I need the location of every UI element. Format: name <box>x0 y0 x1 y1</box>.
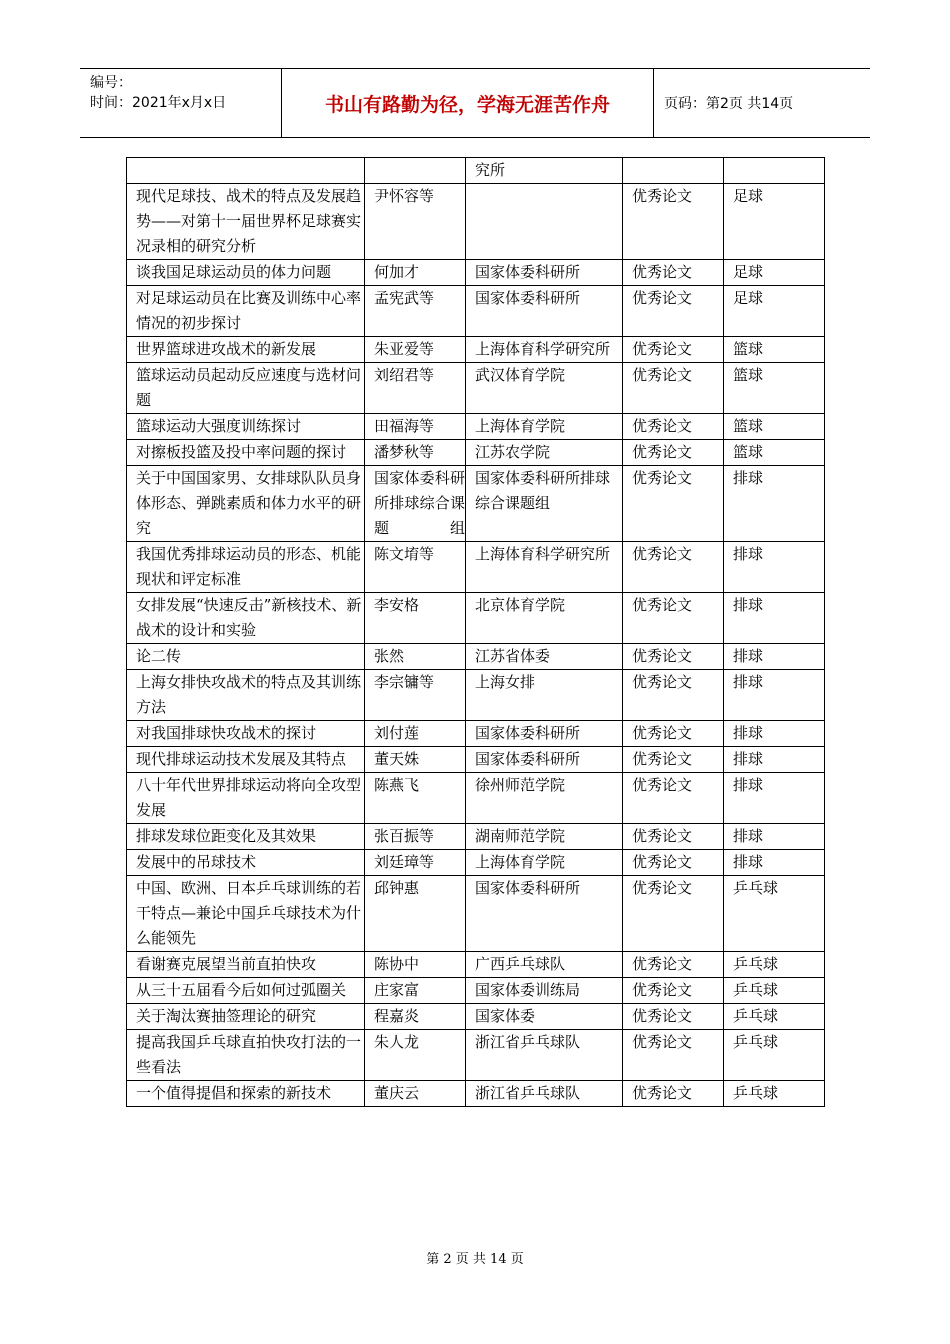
paper-title-cell: 八十年代世界排球运动将向全攻型发展 <box>127 773 365 824</box>
number-label: 编号： <box>90 75 132 91</box>
sport-cell: 排球 <box>724 466 825 542</box>
author-cell: 陈协中 <box>365 952 466 978</box>
institution-cell: 广西乒乓球队 <box>466 952 623 978</box>
award-cell: 优秀论文 <box>623 414 724 440</box>
table-row <box>127 1004 825 1030</box>
paper-title-cell: 看谢赛克展望当前直拍快攻 <box>127 952 365 978</box>
sport-cell: 足球 <box>724 260 825 286</box>
author-cell <box>365 158 466 184</box>
author-cell: 刘廷璋等 <box>365 850 466 876</box>
author-cell: 刘绍君等 <box>365 363 466 414</box>
table-row <box>127 363 825 414</box>
institution-cell: 徐州师范学院 <box>466 773 623 824</box>
page-footer: 第 2 页 共 14 页 <box>426 1252 524 1267</box>
institution-cell: 国家体委科研所 <box>466 260 623 286</box>
institution-cell: 国家体委训练局 <box>466 978 623 1004</box>
table-row <box>127 1081 825 1107</box>
paper-title-cell: 上海女排快攻战术的特点及其训练方法 <box>127 670 365 721</box>
award-cell: 优秀论文 <box>623 644 724 670</box>
table-row <box>127 978 825 1004</box>
author-cell: 尹怀容等 <box>365 184 466 260</box>
award-cell: 优秀论文 <box>623 1030 724 1081</box>
paper-title-cell: 关于中国国家男、女排球队队员身体形态、弹跳素质和体力水平的研究 <box>127 466 365 542</box>
author-cell: 潘梦秋等 <box>365 440 466 466</box>
paper-title-cell: 世界篮球进攻战术的新发展 <box>127 337 365 363</box>
award-cell: 优秀论文 <box>623 363 724 414</box>
award-cell: 优秀论文 <box>623 1081 724 1107</box>
paper-title-cell: 对足球运动员在比赛及训练中心率情况的初步探讨 <box>127 286 365 337</box>
paper-title-cell: 排球发球位距变化及其效果 <box>127 824 365 850</box>
sport-cell: 篮球 <box>724 337 825 363</box>
sport-cell: 乒乓球 <box>724 1081 825 1107</box>
author-cell: 程嘉炎 <box>365 1004 466 1030</box>
author-cell: 朱亚爱等 <box>365 337 466 363</box>
table-row <box>127 721 825 747</box>
institution-cell: 国家体委科研所 <box>466 721 623 747</box>
author-cell: 李宗镛等 <box>365 670 466 721</box>
institution-cell: 浙江省乒乓球队 <box>466 1030 623 1081</box>
paper-title-cell: 谈我国足球运动员的体力问题 <box>127 260 365 286</box>
table-row <box>127 593 825 644</box>
sport-cell: 篮球 <box>724 440 825 466</box>
sport-cell: 排球 <box>724 824 825 850</box>
sport-cell: 篮球 <box>724 414 825 440</box>
author-cell: 邱钟惠 <box>365 876 466 952</box>
award-cell: 优秀论文 <box>623 466 724 542</box>
award-cell: 优秀论文 <box>623 337 724 363</box>
institution-cell: 上海体育科学研究所 <box>466 337 623 363</box>
sport-cell <box>724 158 825 184</box>
table-row <box>127 466 825 542</box>
papers-table-body <box>127 158 825 1107</box>
table-row <box>127 644 825 670</box>
sport-cell: 排球 <box>724 773 825 824</box>
award-cell: 优秀论文 <box>623 952 724 978</box>
table-row <box>127 286 825 337</box>
award-cell <box>623 158 724 184</box>
author-cell: 田福海等 <box>365 414 466 440</box>
author-cell: 朱人龙 <box>365 1030 466 1081</box>
author-cell: 何加才 <box>365 260 466 286</box>
award-cell: 优秀论文 <box>623 260 724 286</box>
sport-cell: 排球 <box>724 542 825 593</box>
institution-cell: 上海体育学院 <box>466 850 623 876</box>
award-cell: 优秀论文 <box>623 440 724 466</box>
institution-cell: 国家体委科研所 <box>466 286 623 337</box>
sport-cell: 乒乓球 <box>724 952 825 978</box>
table-row <box>127 747 825 773</box>
paper-title-cell: 发展中的吊球技术 <box>127 850 365 876</box>
paper-title-cell: 一个值得提倡和探索的新技术 <box>127 1081 365 1107</box>
table-row <box>127 414 825 440</box>
table-row <box>127 952 825 978</box>
sport-cell: 排球 <box>724 670 825 721</box>
sport-cell: 足球 <box>724 286 825 337</box>
paper-title-cell: 从三十五届看今后如何过弧圈关 <box>127 978 365 1004</box>
date-line: 时间：2021年x月x日 <box>90 95 227 111</box>
table-row <box>127 773 825 824</box>
paper-title-cell: 女排发展“快速反击”新核技术、新战术的设计和实验 <box>127 593 365 644</box>
table-row <box>127 824 825 850</box>
paper-title-cell: 现代足球技、战术的特点及发展趋势——对第十一届世界杯足球赛实况录相的研究分析 <box>127 184 365 260</box>
table-row <box>127 158 825 184</box>
author-cell: 董庆云 <box>365 1081 466 1107</box>
table-row <box>127 260 825 286</box>
award-cell: 优秀论文 <box>623 286 724 337</box>
paper-title-cell: 中国、欧洲、日本乒乓球训练的若干特点—兼论中国乒乓球技术为什么能领先 <box>127 876 365 952</box>
institution-cell: 武汉体育学院 <box>466 363 623 414</box>
institution-cell <box>466 184 623 260</box>
institution-cell: 上海体育学院 <box>466 414 623 440</box>
sport-cell: 乒乓球 <box>724 1004 825 1030</box>
author-cell: 陈燕飞 <box>365 773 466 824</box>
author-cell: 张百振等 <box>365 824 466 850</box>
paper-title-cell: 篮球运动员起动反应速度与选材问题 <box>127 363 365 414</box>
award-cell: 优秀论文 <box>623 542 724 593</box>
paper-title-cell: 提高我国乒乓球直拍快攻打法的一些看法 <box>127 1030 365 1081</box>
author-cell: 董天姝 <box>365 747 466 773</box>
sport-cell: 排球 <box>724 721 825 747</box>
institution-cell: 江苏省体委 <box>466 644 623 670</box>
table-row <box>127 670 825 721</box>
award-cell: 优秀论文 <box>623 593 724 644</box>
institution-cell: 北京体育学院 <box>466 593 623 644</box>
sport-cell: 篮球 <box>724 363 825 414</box>
paper-title-cell: 我国优秀排球运动员的形态、机能现状和评定标准 <box>127 542 365 593</box>
sport-cell: 排球 <box>724 850 825 876</box>
sport-cell: 排球 <box>724 747 825 773</box>
sport-cell: 乒乓球 <box>724 1030 825 1081</box>
award-cell: 优秀论文 <box>623 876 724 952</box>
award-cell: 优秀论文 <box>623 747 724 773</box>
author-cell: 李安格 <box>365 593 466 644</box>
award-cell: 优秀论文 <box>623 773 724 824</box>
author-cell: 刘付莲 <box>365 721 466 747</box>
institution-cell: 上海女排 <box>466 670 623 721</box>
papers-table <box>126 157 825 1107</box>
table-row <box>127 850 825 876</box>
award-cell: 优秀论文 <box>623 824 724 850</box>
award-cell: 优秀论文 <box>623 184 724 260</box>
table-row <box>127 184 825 260</box>
paper-title-cell: 对擦板投篮及投中率问题的探讨 <box>127 440 365 466</box>
sport-cell: 排球 <box>724 644 825 670</box>
paper-title-cell: 关于淘汰赛抽签理论的研究 <box>127 1004 365 1030</box>
author-cell: 孟宪武等 <box>365 286 466 337</box>
institution-cell: 上海体育科学研究所 <box>466 542 623 593</box>
institution-cell: 浙江省乒乓球队 <box>466 1081 623 1107</box>
author-cell: 张然 <box>365 644 466 670</box>
award-cell: 优秀论文 <box>623 850 724 876</box>
award-cell: 优秀论文 <box>623 721 724 747</box>
table-row <box>127 337 825 363</box>
author-cell: 国家体委科研所排球综合课题组 <box>365 466 466 542</box>
award-cell: 优秀论文 <box>623 670 724 721</box>
award-cell: 优秀论文 <box>623 1004 724 1030</box>
sport-cell: 足球 <box>724 184 825 260</box>
header-motto: 书山有路勤为径，学海无涯苦作舟 <box>282 69 654 137</box>
table-row <box>127 876 825 952</box>
author-cell: 陈文堉等 <box>365 542 466 593</box>
page-header <box>80 68 870 138</box>
institution-cell: 国家体委科研所 <box>466 876 623 952</box>
header-meta <box>80 69 282 137</box>
table-row <box>127 1030 825 1081</box>
institution-cell: 国家体委 <box>466 1004 623 1030</box>
institution-cell: 究所 <box>466 158 623 184</box>
table-row <box>127 440 825 466</box>
paper-title-cell: 对我国排球快攻战术的探讨 <box>127 721 365 747</box>
paper-title-cell <box>127 158 365 184</box>
institution-cell: 国家体委科研所排球综合课题组 <box>466 466 623 542</box>
award-cell: 优秀论文 <box>623 978 724 1004</box>
institution-cell: 国家体委科研所 <box>466 747 623 773</box>
sport-cell: 乒乓球 <box>724 978 825 1004</box>
table-row <box>127 542 825 593</box>
sport-cell: 排球 <box>724 593 825 644</box>
paper-title-cell: 现代排球运动技术发展及其特点 <box>127 747 365 773</box>
institution-cell: 江苏农学院 <box>466 440 623 466</box>
header-page-info: 页码：第2页 共14页 <box>664 96 794 112</box>
institution-cell: 湖南师范学院 <box>466 824 623 850</box>
paper-title-cell: 论二传 <box>127 644 365 670</box>
author-cell: 庄家富 <box>365 978 466 1004</box>
sport-cell: 乒乓球 <box>724 876 825 952</box>
paper-title-cell: 篮球运动大强度训练探讨 <box>127 414 365 440</box>
